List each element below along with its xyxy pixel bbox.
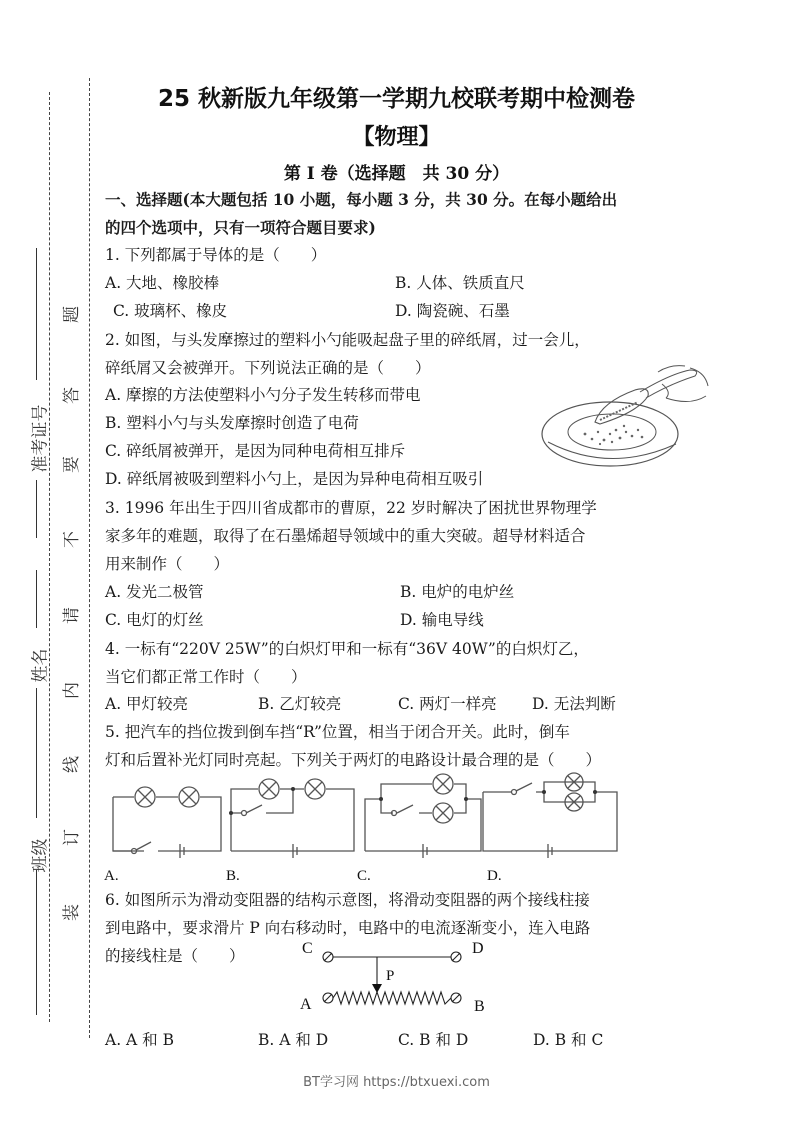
class-label: 班级: [30, 838, 51, 873]
binding-char-da: 答: [62, 387, 82, 404]
q3-stem-line-3: 用来制作（ ）: [105, 555, 230, 573]
sliding-rheostat-diagram: [300, 940, 500, 1020]
binding-char-xian: 线: [62, 756, 82, 773]
binding-char-zhuang: 装: [62, 904, 82, 921]
terminal-label-c: C: [302, 940, 313, 957]
q2-option-c: C. 碎纸屑被弹开，是因为同种电荷相互排斥: [105, 442, 406, 460]
q3-option-c: C. 电灯的灯丝: [105, 611, 204, 629]
q1-stem: 1. 下列都属于导体的是（ ）: [105, 246, 327, 264]
binding-margin-inner-dashed-line: [89, 78, 90, 1038]
q4-option-b: B. 乙灯较亮: [258, 695, 342, 713]
binding-char-yao: 要: [62, 456, 82, 473]
binding-char-nei: 内: [62, 682, 82, 699]
q6-stem-line-2: 到电路中，要求滑片 P 向右移动时，电路中的电流逐渐变小，连入电路: [105, 919, 591, 937]
q2-option-d: D. 碎纸屑被吸到塑料小勺上，是因为异种电荷相互吸引: [105, 470, 484, 488]
q6-option-d: D. B 和 C: [533, 1031, 604, 1049]
class-underline-lower: [36, 870, 37, 1015]
q3-stem-line-2: 家多年的难题，取得了在石墨烯超导领域中的重大突破。超导材料适合: [105, 527, 586, 545]
terminal-label-b: B: [474, 998, 485, 1015]
section-heading: 第 I 卷（选择题 共 30 分）: [283, 164, 510, 184]
spoon-and-plate-illustration: [540, 362, 710, 472]
q4-stem-line-2: 当它们都正常工作时（ ）: [105, 668, 307, 686]
exam-title: 25 秋新版九年级第一学期九校联考期中检测卷: [157, 86, 635, 112]
q6-option-a: A. A 和 B: [105, 1031, 174, 1049]
q4-stem-line-1: 4. 一标有“220V 25W”的白炽灯甲和一标有“36V 40W”的白炽灯乙，: [105, 640, 589, 658]
binding-margin-outer-dashed-line: [49, 92, 50, 1022]
terminal-label-a: A: [300, 996, 312, 1013]
instructions-line-1: 一、选择题(本大题包括 10 小题，每小题 3 分，共 30 分。在每小题给出: [105, 190, 618, 209]
q5-stem-line-1: 5. 把汽车的挡位拨到倒车挡“R”位置，相当于闭合开关。此时，倒车: [105, 723, 570, 741]
q2-option-b: B. 塑料小勺与头发摩擦时创造了电荷: [105, 414, 359, 432]
q4-option-c: C. 两灯一样亮: [398, 695, 497, 713]
q3-option-d: D. 输电导线: [400, 611, 484, 629]
q6-option-b: B. A 和 D: [258, 1031, 329, 1049]
q6-option-c: C. B 和 D: [398, 1031, 469, 1049]
q3-option-a: A. 发光二极管: [105, 583, 204, 601]
q5-option-b: B.: [226, 868, 240, 884]
exam-id-underline-lower: [36, 480, 37, 538]
q1-option-b: B. 人体、铁质直尺: [395, 274, 525, 292]
q5-option-c: C.: [357, 868, 371, 884]
four-circuit-diagrams: [100, 770, 700, 865]
q1-option-d: D. 陶瓷碗、石墨: [395, 302, 510, 320]
q2-option-a: A. 摩擦的方法使塑料小勺分子发生转移而带电: [105, 386, 421, 404]
q5-option-a: A.: [104, 868, 119, 884]
binding-char-ding: 订: [62, 829, 82, 846]
binding-char-bu: 不: [62, 531, 82, 548]
terminal-label-d: D: [472, 940, 484, 957]
name-underline: [36, 570, 37, 628]
instructions-line-2: 的四个选项中，只有一项符合题目要求): [105, 218, 376, 237]
slider-label-p: P: [386, 968, 395, 984]
q4-option-a: A. 甲灯较亮: [105, 695, 189, 713]
q1-option-a: A. 大地、橡胶棒: [105, 274, 220, 292]
q5-option-d: D.: [487, 868, 502, 884]
footer-watermark: BT学习网 https://btxuexi.com: [303, 1075, 490, 1090]
q3-option-b: B. 电炉的电炉丝: [400, 583, 515, 601]
binding-char-qing: 请: [62, 607, 82, 624]
q6-stem-line-1: 6. 如图所示为滑动变阻器的结构示意图，将滑动变阻器的两个接线柱接: [105, 891, 590, 909]
name-label: 姓名: [30, 648, 51, 683]
q3-stem-line-1: 3. 1996 年出生于四川省成都市的曹原，22 岁时解决了困扰世界物理学: [105, 499, 597, 517]
q4-option-d: D. 无法判断: [532, 695, 616, 713]
subject-title: 【物理】: [352, 125, 441, 150]
q6-stem-line-3: 的接线柱是（ ）: [105, 947, 245, 965]
q2-stem-line-1: 2. 如图，与头发摩擦过的塑料小勺能吸起盘子里的碎纸屑，过一会儿，: [105, 331, 590, 349]
q5-stem-line-2: 灯和后置补光灯同时亮起。下列关于两灯的电路设计最合理的是（ ）: [105, 751, 602, 769]
exam-id-underline: [36, 248, 37, 380]
exam-id-label: 准考证号: [30, 404, 51, 473]
q1-option-c: C. 玻璃杯、橡皮: [113, 302, 228, 320]
name-underline-lower: [36, 688, 37, 818]
q2-stem-line-2: 碎纸屑又会被弹开。下列说法正确的是（ ）: [105, 359, 431, 377]
binding-char-ti: 题: [62, 306, 82, 323]
